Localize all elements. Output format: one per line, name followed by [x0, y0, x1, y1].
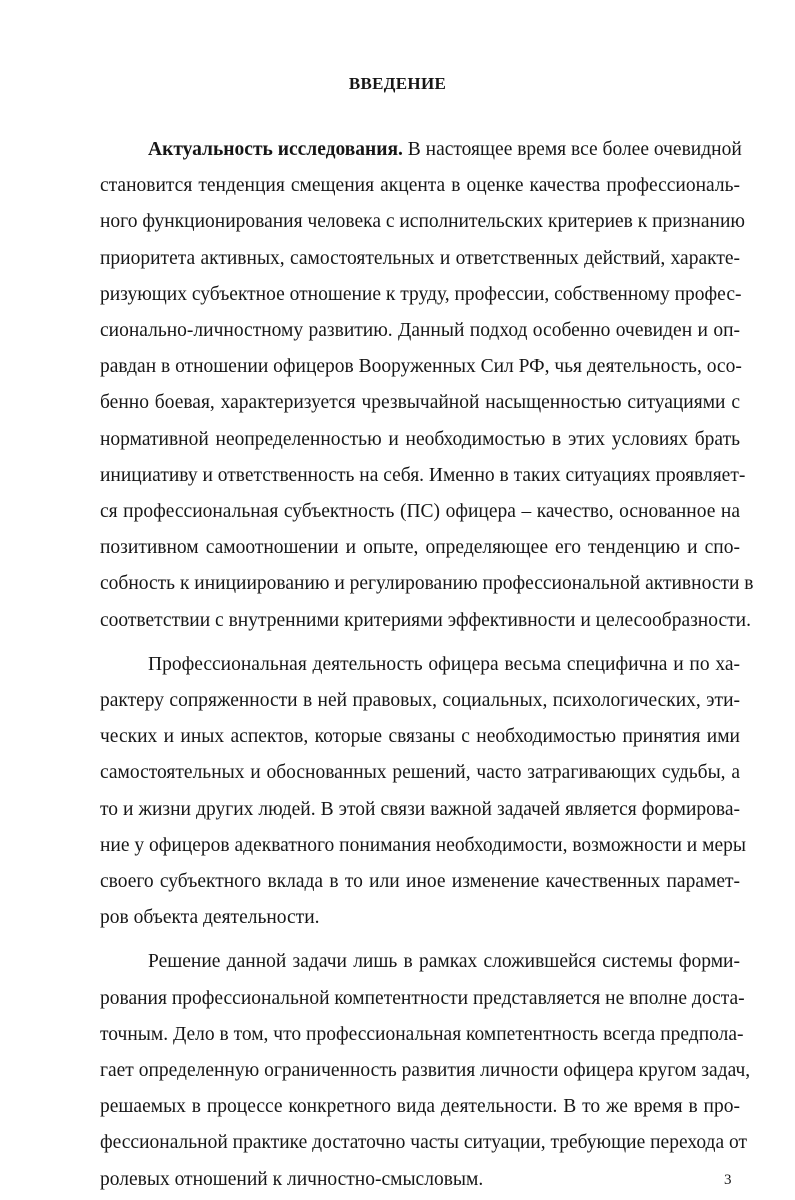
paragraph-2-line-6: ние у офицеров адекватного понимания необходимости, возможности и меры: [100, 835, 746, 856]
paragraph-3-line-3: точным. Дело в том, что профессиональная компетентность всегда предпола-: [100, 1024, 744, 1045]
paragraph-2-line-1: Профессиональная деятельность офицера весьма специфична и по ха-: [148, 654, 740, 675]
paragraph-3-line-2: рования профессиональной компетентности представляется не вполне доста-: [100, 988, 745, 1009]
paragraph-3-line-7: ролевых отношений к личностно-смысловым.: [100, 1169, 484, 1190]
paragraph-1-line-1-text: В настоящее время все более очевидной: [402, 139, 742, 160]
paragraph-1-line-7: равдан в отношении офицеров Вооруженных Сил РФ, чья деятельность, осо-: [100, 356, 742, 377]
paragraph-3-line-5: решаемых в процессе конкретного вида деятельности. В то же время в про-: [100, 1096, 740, 1117]
paragraph-1-line-13: собность к инициированию и регулированию профессиональной активности в: [100, 573, 754, 594]
page-number: 3: [724, 1172, 732, 1188]
paragraph-2-line-4: самостоятельных и обоснованных решений, часто затрагивающих судьбы, а: [100, 762, 740, 783]
lead-bold-text: Актуальность исследования.: [148, 139, 403, 160]
paragraph-1-line-12: позитивном самоотношении и опыте, определяющее его тенденцию и спо-: [100, 537, 740, 558]
paragraph-1-line-6: сионально-личностному развитию. Данный подход особенно очевиден и оп-: [100, 320, 740, 341]
paragraph-1-line-8: бенно боевая, характеризуется чрезвычайной насыщенностью ситуациями с: [100, 392, 740, 413]
paragraph-1-line-5: ризующих субъектное отношение к труду, профессии, собственному профес-: [100, 284, 742, 305]
paragraph-2-line-5: то и жизни других людей. В этой связи важной задачей является формирова-: [100, 799, 740, 820]
paragraph-1-line-10: инициативу и ответственность на себя. Именно в таких ситуациях проявляет-: [100, 465, 746, 486]
paragraph-3-line-6: фессиональной практике достаточно часты ситуации, требующие перехода от: [100, 1132, 748, 1153]
paragraph-1-line-14: соответствии с внутренними критериями эффективности и целесообразности.: [100, 610, 751, 631]
paragraph-1-line-4: приоритета активных, самостоятельных и ответственных действий, характе-: [100, 248, 740, 269]
paragraph-3-line-4: гает определенную ограниченность развития личности офицера кругом задач,: [100, 1060, 751, 1081]
paragraph-1-line-3: ного функционирования человека с исполнительских критериев к признанию: [100, 211, 745, 232]
paragraph-2-line-7: своего субъектного вклада в то или иное изменение качественных парамет-: [100, 871, 740, 892]
paragraph-1-line-1: [148, 138, 740, 162]
paragraph-1-line-9: нормативной неопределенностью и необходимостью в этих условиях брать: [100, 429, 740, 450]
paragraph-2-line-2: рактеру сопряженности в ней правовых, социальных, психологических, эти-: [100, 690, 740, 711]
paragraph-3-line-1: Решение данной задачи лишь в рамках сложившейся системы форми-: [148, 951, 740, 972]
paragraph-1-line-2: становится тенденция смещения акцента в оценке качества профессиональ-: [100, 175, 740, 196]
paragraph-1-line-11: ся профессиональная субъектность (ПС) офицера – качество, основанное на: [100, 501, 740, 522]
paragraph-2-line-8: ров объекта деятельности.: [100, 907, 320, 928]
section-heading: ВВЕДЕНИЕ: [348, 74, 447, 93]
paragraph-2-line-3: ческих и иных аспектов, которые связаны с необходимостью принятия ими: [100, 726, 740, 747]
